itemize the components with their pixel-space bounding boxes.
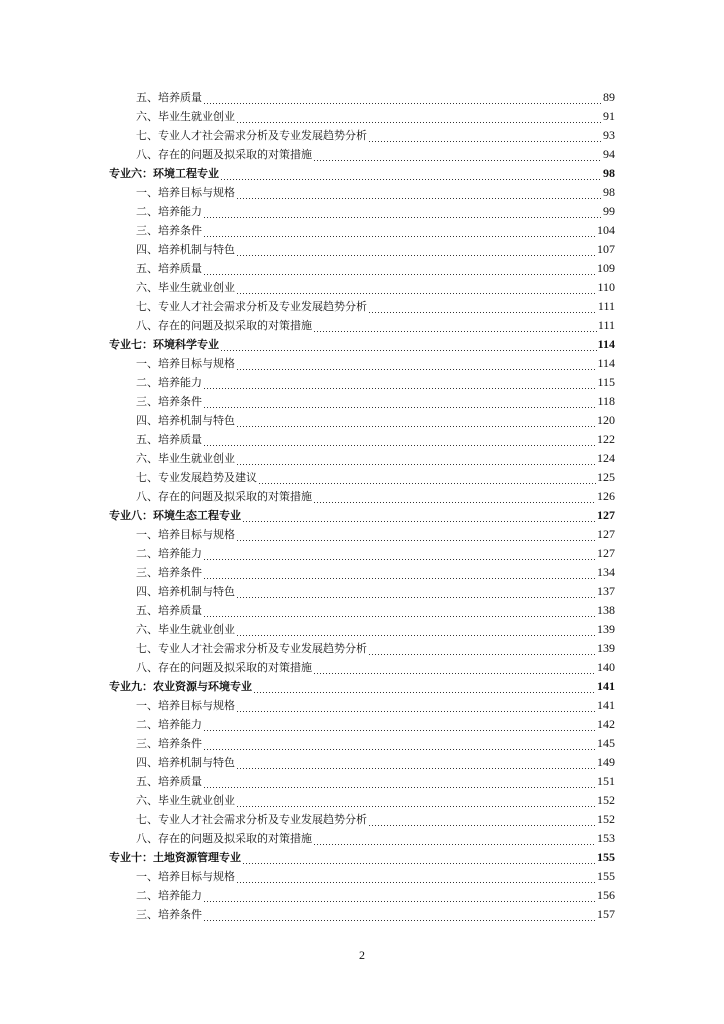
dot-leader — [203, 259, 596, 278]
toc-entry-page: 155 — [597, 850, 615, 864]
toc-entry-page: 118 — [597, 394, 615, 408]
dot-leader — [203, 772, 596, 791]
toc-entry-title: 三、培养条件 — [136, 737, 202, 750]
toc-entry-title: 一、培养目标与规格 — [136, 870, 235, 883]
dot-leader — [220, 335, 597, 354]
toc-entry-page: 89 — [603, 90, 615, 104]
toc-entry-page: 134 — [597, 565, 615, 579]
dot-leader — [313, 658, 596, 677]
toc-entry[interactable] — [109, 620, 615, 639]
toc-entry-page: 137 — [597, 584, 615, 598]
dot-leader — [236, 753, 596, 772]
dot-leader — [203, 715, 596, 734]
toc-entry-title: 专业七：环境科学专业 — [109, 338, 219, 351]
toc-entry[interactable] — [109, 582, 615, 601]
toc-entry-title: 三、培养条件 — [136, 224, 202, 237]
dot-leader — [203, 905, 596, 924]
toc-entry-page: 155 — [597, 869, 615, 883]
toc-entry[interactable] — [109, 392, 615, 411]
toc-entry[interactable] — [109, 525, 615, 544]
toc-entry-title: 三、培养条件 — [136, 908, 202, 921]
toc-entry-title: 四、培养机制与特色 — [136, 414, 235, 427]
toc-entry-page: 115 — [597, 375, 615, 389]
dot-leader — [236, 107, 602, 126]
toc-entry-page: 139 — [597, 622, 615, 636]
dot-leader — [203, 202, 602, 221]
dot-leader — [313, 487, 596, 506]
page-number: 2 — [359, 948, 365, 962]
dot-leader — [236, 278, 596, 297]
dot-leader — [236, 867, 596, 886]
toc-entry-page: 142 — [597, 717, 615, 731]
toc-entry-title: 一、培养目标与规格 — [136, 699, 235, 712]
toc-entry-title: 三、培养条件 — [136, 395, 202, 408]
toc-entry-title: 二、培养能力 — [136, 889, 202, 902]
toc-entry-page: 111 — [597, 318, 615, 332]
toc-entry-title: 五、培养质量 — [136, 91, 202, 104]
toc-entry-title: 六、毕业生就业创业 — [136, 110, 235, 123]
toc-entry[interactable] — [109, 658, 615, 677]
toc-entry-title: 八、存在的问题及拟采取的对策措施 — [136, 661, 312, 674]
dot-leader — [203, 373, 596, 392]
toc-entry-title: 八、存在的问题及拟采取的对策措施 — [136, 490, 312, 503]
dot-leader — [236, 582, 596, 601]
toc-entry[interactable] — [109, 563, 615, 582]
toc-entry-page: 125 — [597, 470, 615, 484]
toc-entry-title: 七、专业人才社会需求分析及专业发展趋势分析 — [136, 300, 367, 313]
toc-entry[interactable] — [109, 449, 615, 468]
toc-entry-title: 二、培养能力 — [136, 376, 202, 389]
toc-entry-page: 107 — [597, 242, 615, 256]
toc-entry[interactable] — [109, 601, 615, 620]
toc-entry-page: 109 — [597, 261, 615, 275]
toc-entry[interactable] — [109, 753, 615, 772]
toc-entry-title: 二、培养能力 — [136, 718, 202, 731]
toc-section-entry[interactable] — [109, 848, 615, 867]
toc-entry-page: 153 — [597, 831, 615, 845]
toc-entry-page: 152 — [597, 793, 615, 807]
dot-leader — [236, 354, 596, 373]
toc-entry-page: 127 — [597, 508, 615, 522]
toc-entry[interactable] — [109, 354, 615, 373]
toc-entry-page: 138 — [597, 603, 615, 617]
dot-leader — [242, 848, 596, 867]
toc-entry-page: 98 — [603, 166, 615, 180]
toc-entry-page: 140 — [597, 660, 615, 674]
toc-entry-title: 专业十：土地资源管理专业 — [109, 851, 241, 864]
toc-entry-page: 127 — [597, 546, 615, 560]
dot-leader — [253, 677, 596, 696]
toc-entry-page: 111 — [597, 299, 615, 313]
toc-section-entry[interactable] — [109, 506, 615, 525]
toc-entry-title: 五、培养质量 — [136, 262, 202, 275]
toc-entry[interactable] — [109, 867, 615, 886]
toc-entry-page: 110 — [597, 280, 615, 294]
dot-leader — [258, 468, 596, 487]
toc-entry-title: 一、培养目标与规格 — [136, 357, 235, 370]
toc-entry-page: 149 — [597, 755, 615, 769]
toc-entry-page: 157 — [597, 907, 615, 921]
toc-entry-page: 91 — [603, 109, 615, 123]
toc-entry-title: 二、培养能力 — [136, 205, 202, 218]
toc-entry-page: 98 — [603, 185, 615, 199]
toc-entry[interactable] — [109, 126, 615, 145]
toc-entry[interactable] — [109, 734, 615, 753]
toc-entry-page: 114 — [597, 356, 615, 370]
toc-entry-title: 五、培养质量 — [136, 775, 202, 788]
toc-entry-title: 一、培养目标与规格 — [136, 528, 235, 541]
toc-entry[interactable] — [109, 221, 615, 240]
toc-entry-title: 二、培养能力 — [136, 547, 202, 560]
toc-entry-title: 一、培养目标与规格 — [136, 186, 235, 199]
toc-entry[interactable] — [109, 639, 615, 658]
toc-entry-page: 145 — [597, 736, 615, 750]
toc-entry[interactable] — [109, 202, 615, 221]
dot-leader — [236, 791, 596, 810]
toc-entry-page: 104 — [597, 223, 615, 237]
dot-leader — [220, 164, 602, 183]
toc-entry-title: 六、毕业生就业创业 — [136, 452, 235, 465]
toc-entry[interactable] — [109, 297, 615, 316]
toc-entry[interactable] — [109, 696, 615, 715]
toc-entry[interactable] — [109, 240, 615, 259]
dot-leader — [313, 316, 597, 335]
toc-entry-page: 141 — [597, 679, 615, 693]
dot-leader — [368, 126, 602, 145]
dot-leader — [236, 183, 602, 202]
toc-entry-title: 八、存在的问题及拟采取的对策措施 — [136, 319, 312, 332]
toc-entry[interactable] — [109, 373, 615, 392]
toc-entry-title: 四、培养机制与特色 — [136, 243, 235, 256]
dot-leader — [313, 829, 596, 848]
dot-leader — [203, 734, 596, 753]
toc-entry-title: 三、培养条件 — [136, 566, 202, 579]
toc-entry[interactable] — [109, 88, 615, 107]
toc-entry-title: 五、培养质量 — [136, 433, 202, 446]
toc-entry[interactable] — [109, 278, 615, 297]
toc-entry[interactable] — [109, 430, 615, 449]
toc-entry-title: 四、培养机制与特色 — [136, 756, 235, 769]
dot-leader — [236, 620, 596, 639]
toc-entry-title: 七、专业发展趋势及建议 — [136, 471, 257, 484]
toc-entry-title: 专业八：环境生态工程专业 — [109, 509, 241, 522]
toc-entry[interactable] — [109, 259, 615, 278]
dot-leader — [236, 411, 596, 430]
toc-entry-title: 八、存在的问题及拟采取的对策措施 — [136, 148, 312, 161]
toc-entry[interactable] — [109, 183, 615, 202]
toc-entry-page: 93 — [603, 128, 615, 142]
toc-entry-page: 139 — [597, 641, 615, 655]
toc-entry-page: 127 — [597, 527, 615, 541]
dot-leader — [203, 886, 596, 905]
toc-entry-page: 114 — [597, 337, 615, 351]
toc-entry-page: 99 — [603, 204, 615, 218]
toc-entry-page: 151 — [597, 774, 615, 788]
dot-leader — [203, 544, 596, 563]
toc-entry-page: 124 — [597, 451, 615, 465]
table-of-contents — [109, 88, 615, 924]
dot-leader — [203, 392, 596, 411]
toc-entry-title: 七、专业人才社会需求分析及专业发展趋势分析 — [136, 813, 367, 826]
toc-entry-title: 六、毕业生就业创业 — [136, 794, 235, 807]
dot-leader — [313, 145, 602, 164]
toc-entry[interactable] — [109, 411, 615, 430]
toc-entry[interactable] — [109, 107, 615, 126]
dot-leader — [203, 430, 596, 449]
toc-section-entry[interactable] — [109, 677, 615, 696]
toc-section-entry[interactable] — [109, 164, 615, 183]
dot-leader — [236, 525, 596, 544]
dot-leader — [368, 297, 597, 316]
toc-entry-page: 141 — [597, 698, 615, 712]
toc-entry-title: 六、毕业生就业创业 — [136, 281, 235, 294]
toc-entry-title: 专业九：农业资源与环境专业 — [109, 680, 252, 693]
toc-entry[interactable] — [109, 886, 615, 905]
toc-entry[interactable] — [109, 468, 615, 487]
dot-leader — [203, 563, 596, 582]
dot-leader — [236, 696, 596, 715]
toc-entry-page: 126 — [597, 489, 615, 503]
toc-entry[interactable] — [109, 772, 615, 791]
toc-entry-title: 七、专业人才社会需求分析及专业发展趋势分析 — [136, 642, 367, 655]
toc-entry[interactable] — [109, 316, 615, 335]
toc-entry-page: 94 — [603, 147, 615, 161]
toc-entry[interactable] — [109, 829, 615, 848]
toc-entry-title: 四、培养机制与特色 — [136, 585, 235, 598]
toc-entry[interactable] — [109, 791, 615, 810]
toc-entry[interactable] — [109, 905, 615, 924]
dot-leader — [368, 810, 596, 829]
toc-section-entry[interactable] — [109, 335, 615, 354]
dot-leader — [242, 506, 596, 525]
toc-entry-page: 152 — [597, 812, 615, 826]
toc-entry[interactable] — [109, 544, 615, 563]
dot-leader — [203, 221, 596, 240]
toc-entry-title: 七、专业人才社会需求分析及专业发展趋势分析 — [136, 129, 367, 142]
toc-entry[interactable] — [109, 145, 615, 164]
dot-leader — [236, 449, 596, 468]
dot-leader — [368, 639, 596, 658]
dot-leader — [203, 601, 596, 620]
toc-entry[interactable] — [109, 715, 615, 734]
toc-entry-title: 专业六：环境工程专业 — [109, 167, 219, 180]
dot-leader — [236, 240, 596, 259]
toc-entry-page: 156 — [597, 888, 615, 902]
dot-leader — [203, 88, 602, 107]
toc-entry-page: 120 — [597, 413, 615, 427]
toc-entry-title: 八、存在的问题及拟采取的对策措施 — [136, 832, 312, 845]
toc-entry[interactable] — [109, 810, 615, 829]
toc-entry-title: 五、培养质量 — [136, 604, 202, 617]
toc-entry[interactable] — [109, 487, 615, 506]
toc-entry-page: 122 — [597, 432, 615, 446]
toc-entry-title: 六、毕业生就业创业 — [136, 623, 235, 636]
